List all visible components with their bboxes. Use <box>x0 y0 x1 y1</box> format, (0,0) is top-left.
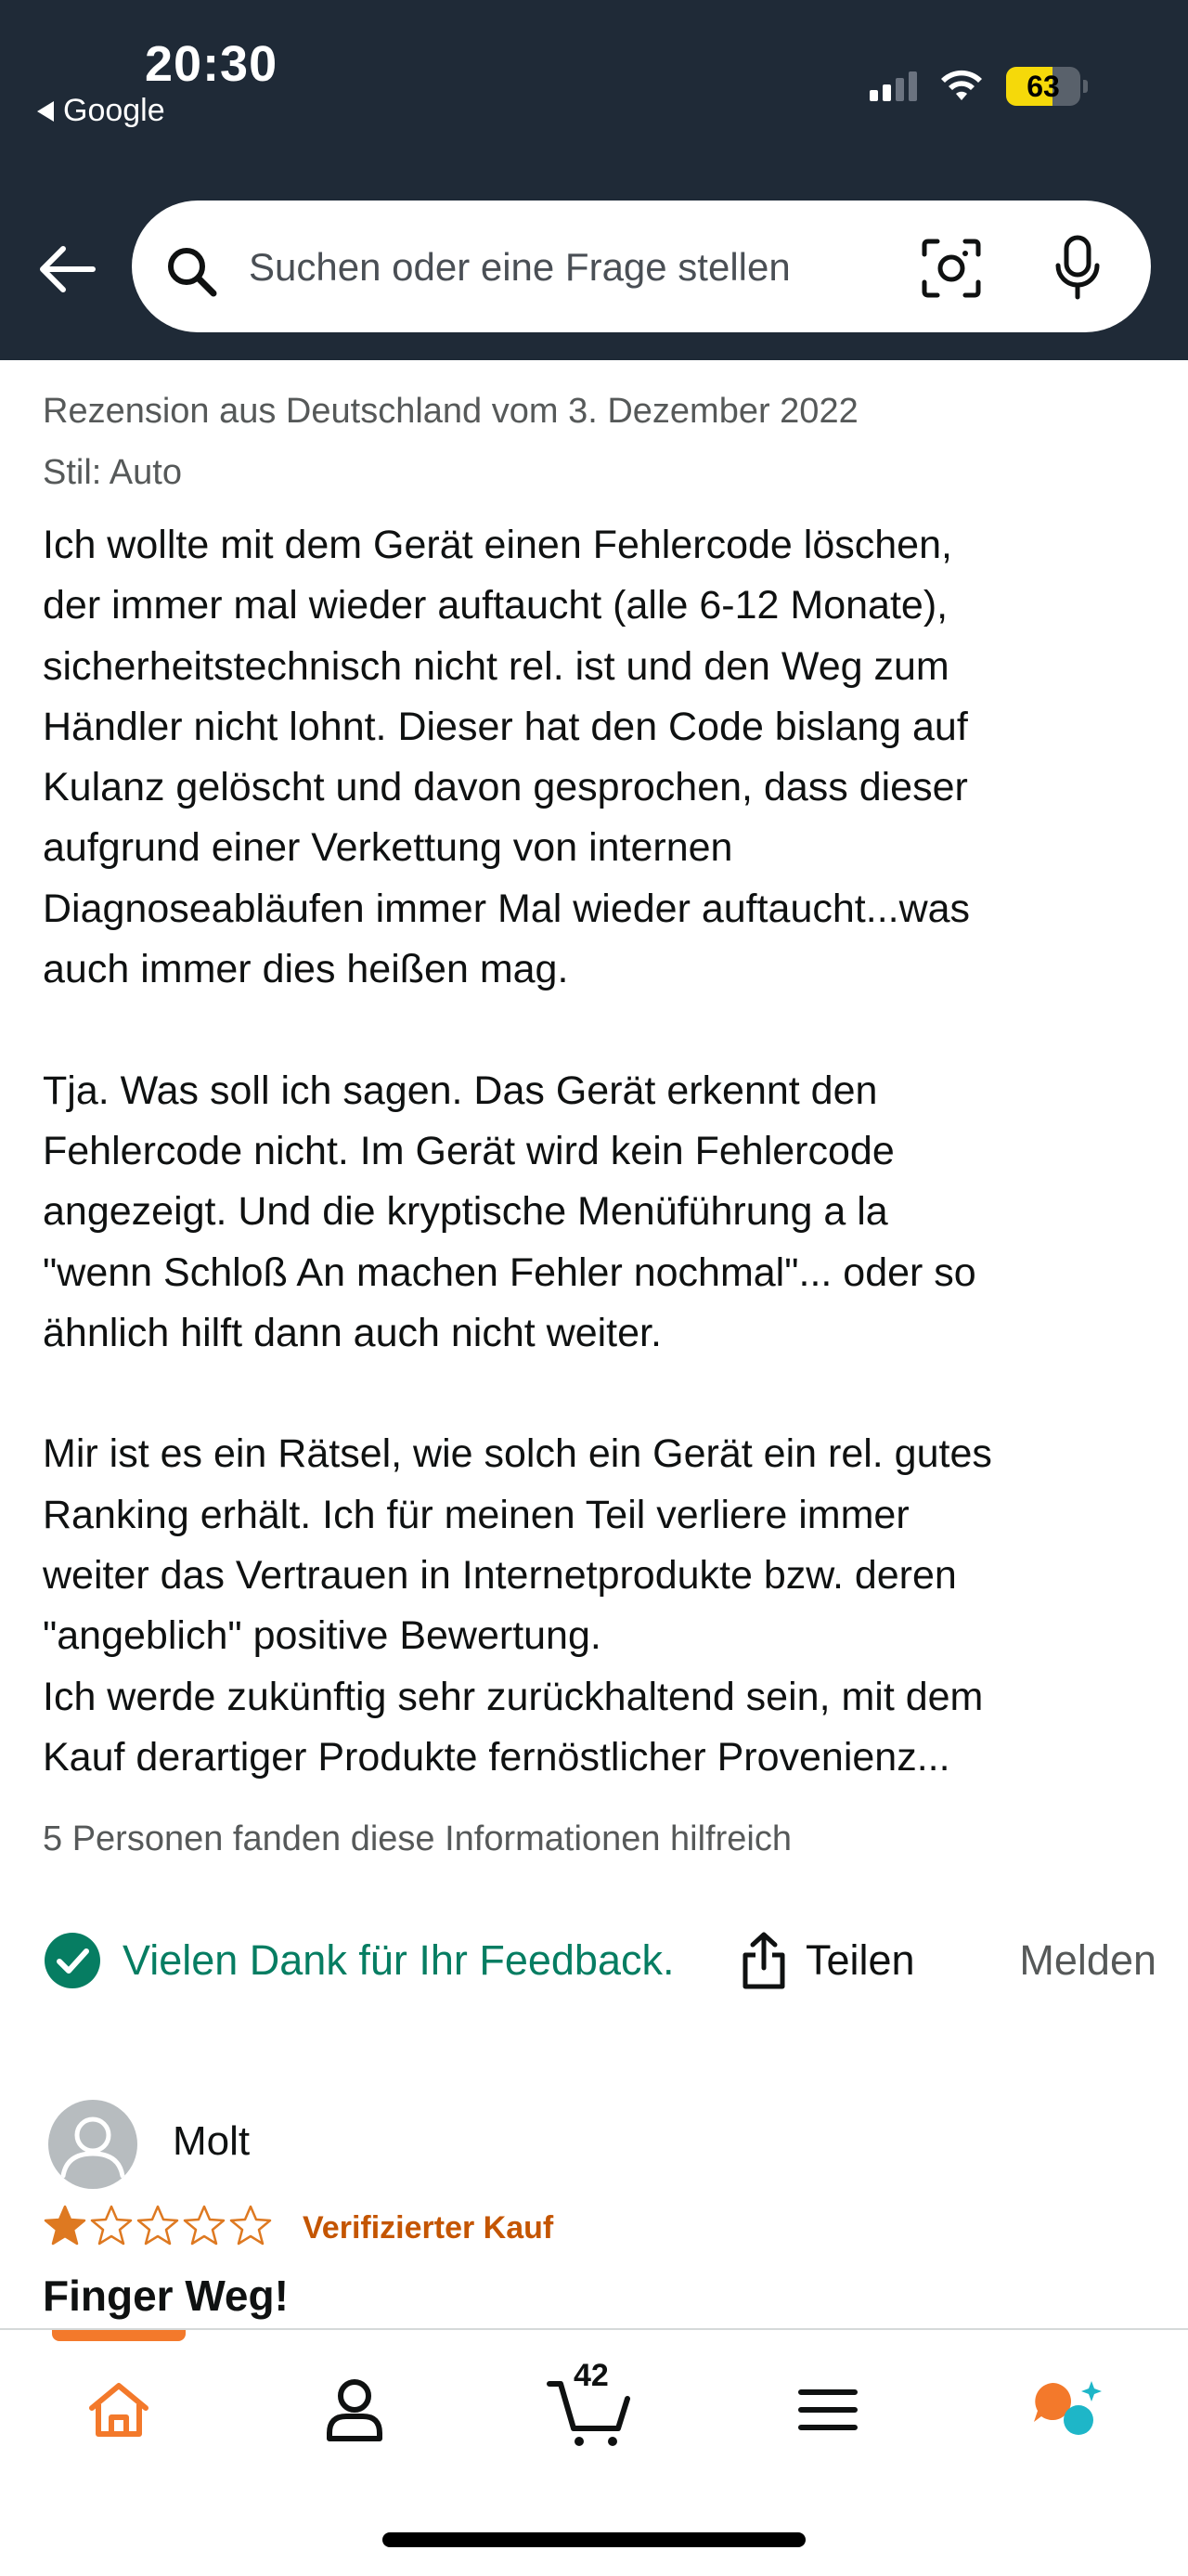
star-empty-icon <box>228 2204 273 2246</box>
review-line: Ranking erhält. Ich für meinen Teil verliere immer <box>43 1492 910 1537</box>
avatar <box>48 2100 137 2189</box>
review-style: Stil: Auto <box>43 453 182 492</box>
review-body-text <box>43 515 1156 1788</box>
review-line: weiter das Vertrauen in Internetprodukte bzw. deren <box>43 1553 957 1599</box>
back-app-label: Google <box>63 93 165 128</box>
share-label: Teilen <box>806 1936 915 1984</box>
review-actions <box>43 1923 1156 1998</box>
star-empty-icon <box>89 2204 134 2246</box>
review-line: sicherheitstechnisch nicht rel. ist und den Weg zum <box>43 643 949 689</box>
share-icon <box>741 1931 787 1990</box>
signal-icon <box>870 71 917 101</box>
paragraph-gap <box>43 1000 1156 1060</box>
review-line: "angeblich" positive Bewertung. <box>43 1613 601 1659</box>
report-button[interactable]: Melden <box>1019 1936 1156 1984</box>
star-rating <box>43 2204 273 2246</box>
home-icon <box>86 2380 151 2440</box>
status-time: 20:30 <box>145 36 278 92</box>
back-triangle-icon <box>37 101 54 122</box>
review-line: Tja. Was soll ich sagen. Das Gerät erkennt den <box>43 1068 878 1113</box>
feedback-thanks: Vielen Dank für Ihr Feedback. <box>123 1936 675 1984</box>
review-line: Fehlercode nicht. Im Gerät wird kein Fehlercode <box>43 1128 895 1173</box>
review-line: ähnlich hilft dann auch nicht weiter. <box>43 1310 662 1355</box>
camera-search-icon[interactable] <box>921 238 982 299</box>
rufus-assistant-icon <box>1028 2377 1106 2442</box>
review-line: "wenn Schloß An machen Fehler nochmal"... oder so <box>43 1249 976 1295</box>
app-header <box>0 0 1188 360</box>
nav-menu[interactable] <box>781 2363 874 2456</box>
back-to-app-link[interactable] <box>37 93 165 129</box>
battery-percent: 63 <box>1027 69 1060 103</box>
wifi-icon <box>939 70 984 103</box>
nav-rufus[interactable] <box>1021 2363 1114 2456</box>
menu-icon <box>797 2387 859 2433</box>
verified-purchase-badge: Verifizierter Kauf <box>303 2210 554 2246</box>
back-arrow-icon[interactable] <box>33 241 98 297</box>
star-empty-icon <box>182 2204 226 2246</box>
nav-home[interactable] <box>72 2363 165 2456</box>
review-line: Diagnoseabläufen immer Mal wieder auftaucht...was <box>43 886 971 931</box>
user-avatar-icon <box>48 2100 137 2189</box>
review-line: Mir ist es ein Rätsel, wie solch ein Gerät ein rel. gutes <box>43 1431 992 1477</box>
nav-account[interactable] <box>308 2363 401 2456</box>
review-line: Händler nicht lohnt. Dieser hat den Code bislang auf <box>43 704 968 749</box>
account-icon <box>325 2377 384 2442</box>
review-title: Finger Weg! <box>43 2272 289 2320</box>
home-indicator <box>382 2532 806 2547</box>
review-line: aufgrund einer Verkettung von internen <box>43 825 733 871</box>
search-input[interactable]: Suchen oder eine Frage stellen <box>249 245 791 289</box>
review-origin-date: Rezension aus Deutschland vom 3. Dezember 2022 <box>43 392 859 431</box>
star-empty-icon <box>136 2204 180 2246</box>
check-circle-icon <box>43 1931 102 1990</box>
microphone-icon[interactable] <box>1052 234 1103 301</box>
review-line: Ich werde zukünftig sehr zurückhaltend sein, mit dem <box>43 1674 984 1719</box>
review-line: auch immer dies heißen mag. <box>43 947 569 992</box>
share-button[interactable] <box>741 1923 915 1998</box>
paragraph-gap <box>43 1364 1156 1424</box>
review-line: angezeigt. Und die kryptische Menüführung a la <box>43 1189 888 1235</box>
battery-icon <box>1006 67 1088 106</box>
cart-count-badge: 42 <box>574 2358 609 2393</box>
review-line: Kauf derartiger Produkte fernöstlicher Provenienz... <box>43 1734 950 1780</box>
review-line: der immer mal wieder auftaucht (alle 6-12 Monate), <box>43 583 949 628</box>
active-tab-indicator <box>52 2330 186 2341</box>
search-bar[interactable] <box>132 201 1151 332</box>
reviewer-name[interactable]: Molt <box>173 2118 251 2164</box>
review-line: Kulanz gelöscht und davon gesprochen, dass dieser <box>43 765 968 810</box>
star-filled-icon <box>43 2204 87 2246</box>
review-line: Ich wollte mit dem Gerät einen Fehlercode löschen, <box>43 523 952 567</box>
status-icons <box>870 67 1088 106</box>
helpful-count: 5 Personen fanden diese Informationen hilfreich <box>43 1819 792 1858</box>
search-icon <box>163 243 219 299</box>
